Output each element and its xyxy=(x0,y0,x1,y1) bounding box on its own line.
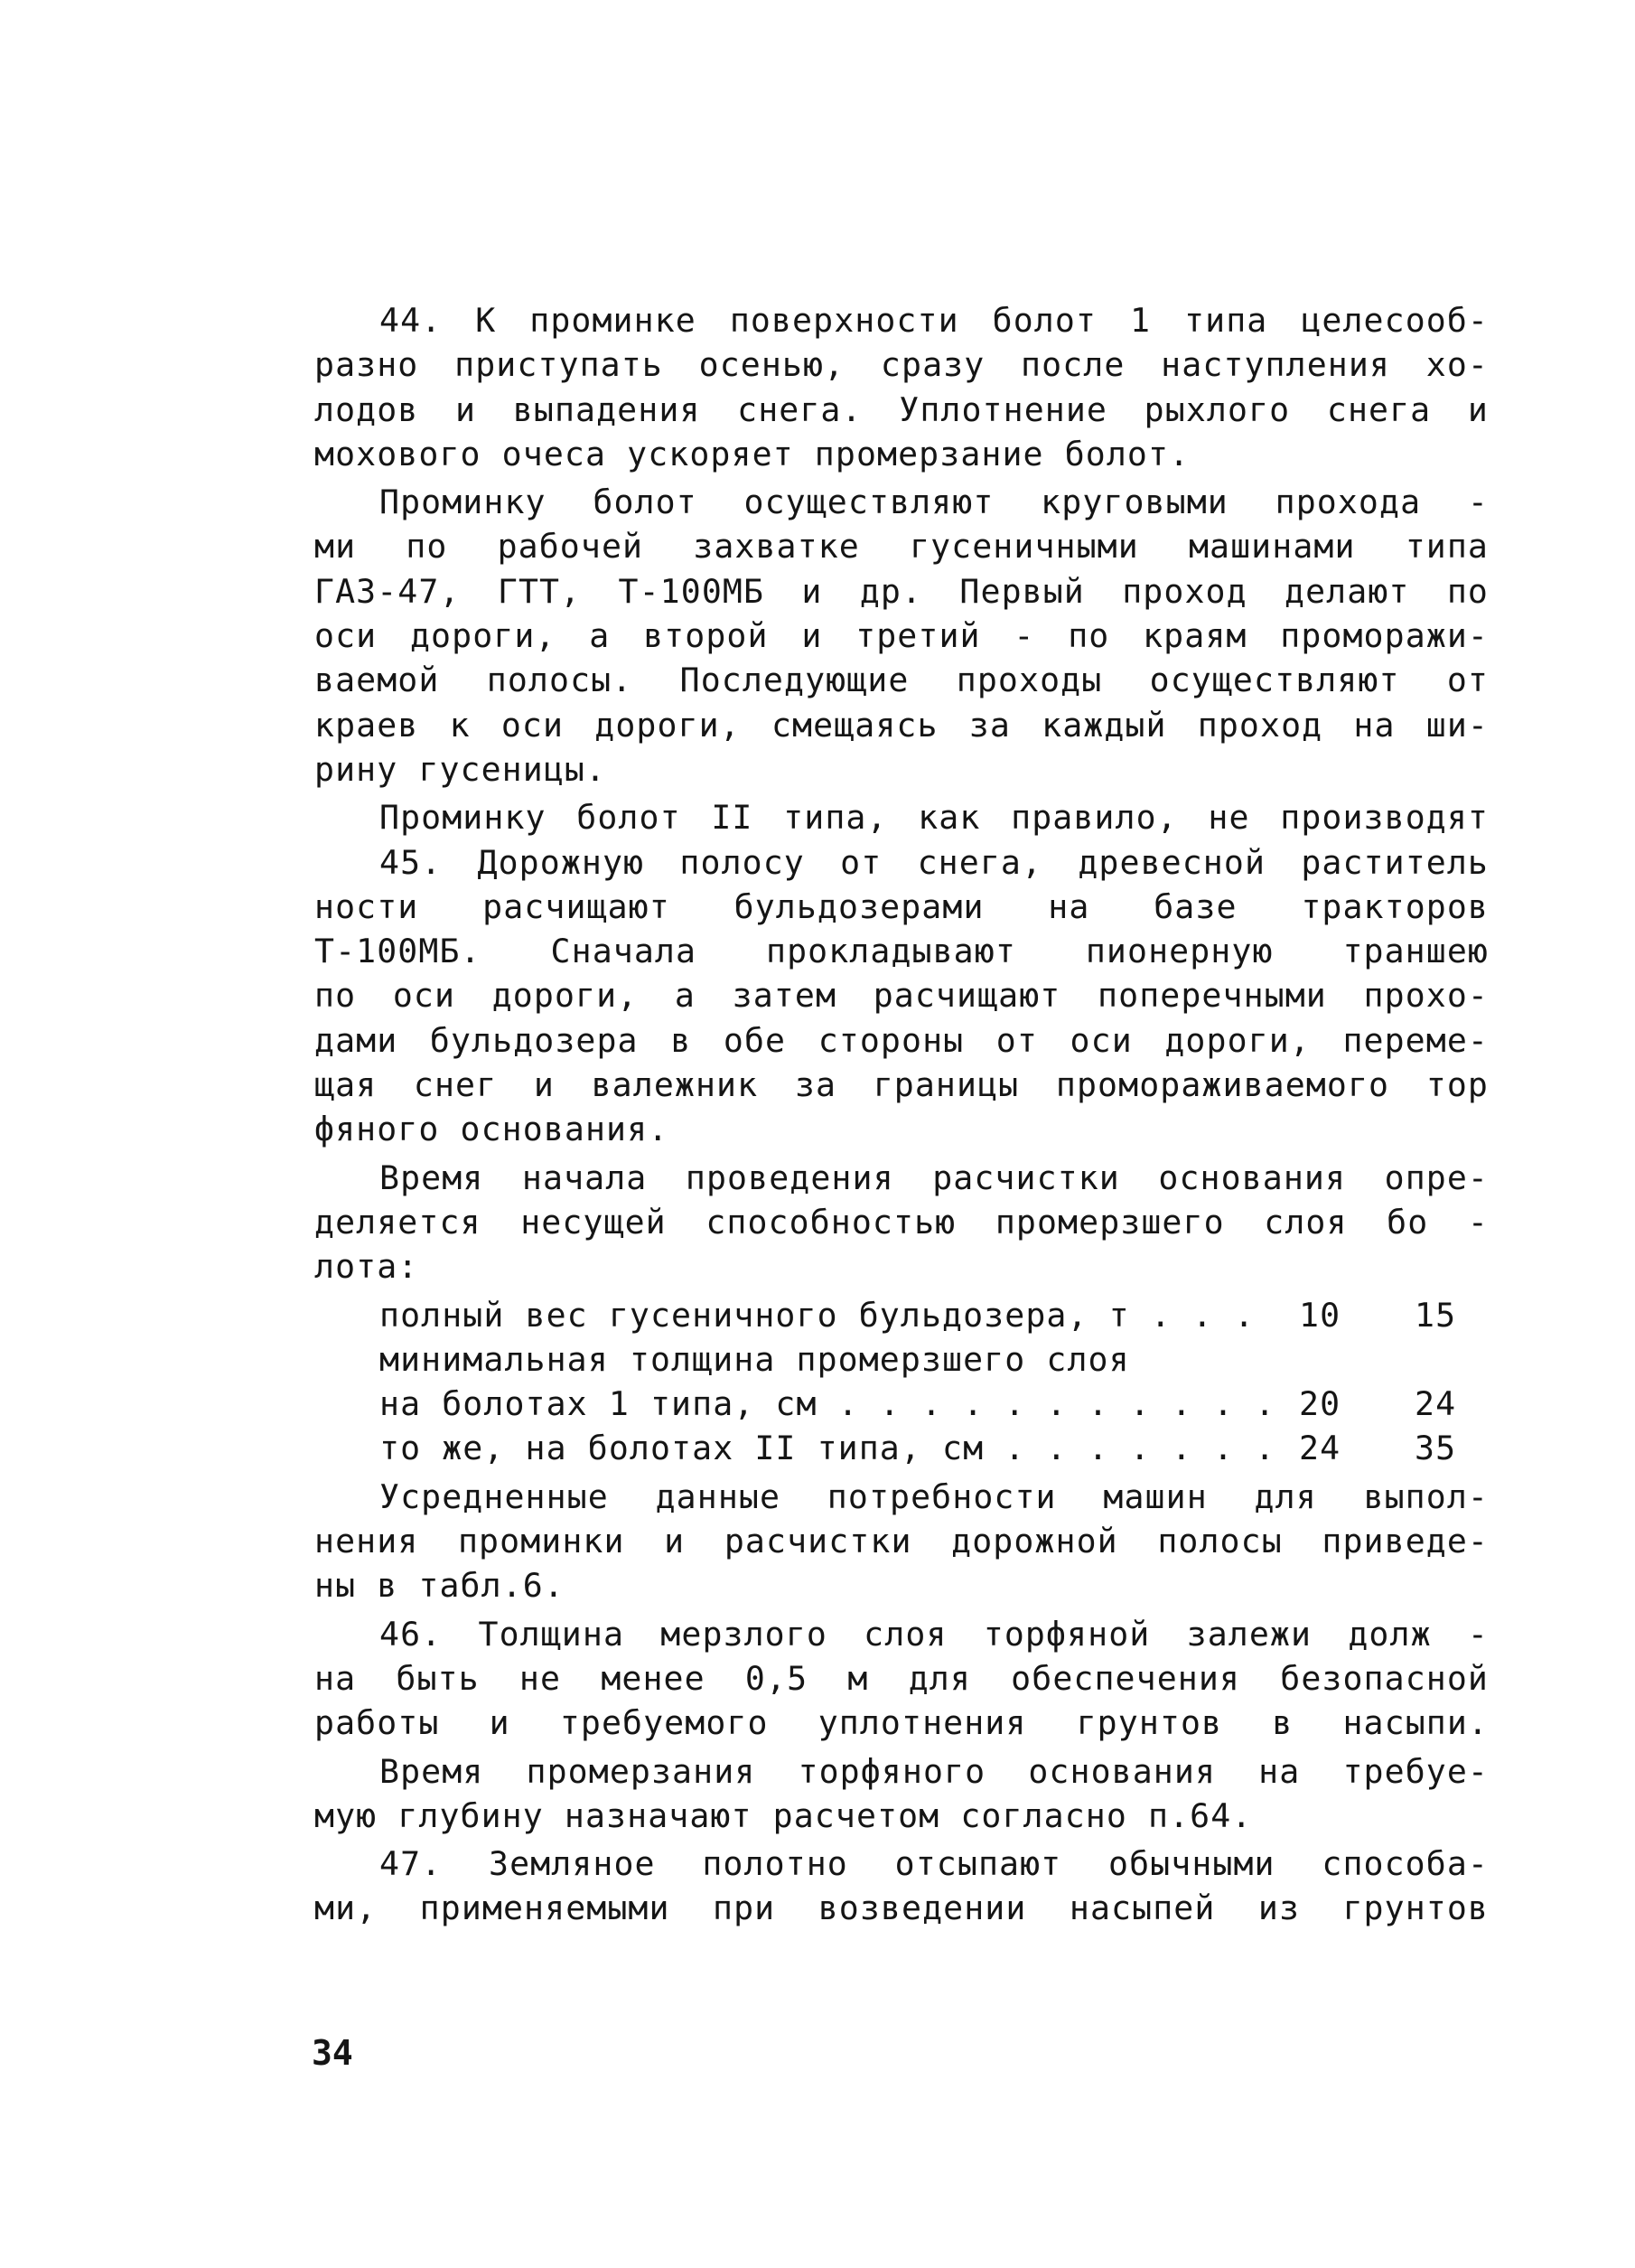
text-line: оси дороги, а второй и третий - по краям проморажи- xyxy=(314,616,1489,656)
paragraph-clearing-time xyxy=(314,1156,1489,1289)
table-row-label: полный вес гусеничного бульдозера, т . . . xyxy=(379,1295,1256,1335)
table-row xyxy=(314,1293,1489,1337)
text-line: лота: xyxy=(314,1247,419,1287)
table-value-col1: 10 xyxy=(1299,1295,1341,1335)
text-line: ГАЗ-47, ГТТ, Т-100МБ и др. Первый проход делают по xyxy=(314,571,1489,611)
text-line: 46. Толщина мерзлого слоя торфяной залежи долж - xyxy=(379,1614,1489,1654)
bulldozer-weight-table xyxy=(314,1293,1489,1471)
text-line: деляется несущей способностью промерзшего слоя бо - xyxy=(314,1202,1489,1242)
text-line: нения проминки и расчистки дорожной полосы приведе- xyxy=(314,1522,1489,1561)
paragraph-45 xyxy=(314,840,1489,1152)
table-row xyxy=(314,1426,1489,1470)
text-line: Проминку болот осуществляют круговыми прохода - xyxy=(379,483,1489,522)
text-line: Время промерзания торфяного основания на требуе- xyxy=(379,1751,1489,1791)
text-line: на быть не менее 0,5 м для обеспечения безопасной xyxy=(314,1658,1489,1698)
text-line: 45. Дорожную полосу от снега, древесной раститель xyxy=(379,842,1489,882)
table-value-col2: 15 xyxy=(1415,1295,1457,1335)
text-line: дами бульдозера в обе стороны от оси дороги, переме- xyxy=(314,1020,1489,1060)
table-row-label: то же, на болотах II типа, см . . . . . . . xyxy=(379,1429,1276,1468)
text-line: разно приступать осенью, сразу после наступления хо- xyxy=(314,345,1489,385)
text-line: лодов и выпадения снега. Уплотнение рыхлого снега и xyxy=(314,389,1489,429)
paragraph-44 xyxy=(314,298,1489,476)
text-line: мохового очеса ускоряет промерзание болот. xyxy=(314,434,1191,473)
text-line: Время начала проведения расчистки основания опре- xyxy=(379,1157,1489,1197)
text-line: Проминку болот II типа, как правило, не производят xyxy=(379,798,1489,838)
text-line: Усредненные данные потребности машин для выпол- xyxy=(379,1476,1489,1516)
text-line: Т-100МБ. Сначала прокладывают пионерную траншею xyxy=(314,932,1489,971)
text-line: ности расчищают бульдозерами на базе тракторов xyxy=(314,886,1489,926)
text-line: 47. Земляное полотно отсыпают обычными способа- xyxy=(379,1844,1489,1884)
text-line: по оси дороги, а затем расчищают поперечными прохо- xyxy=(314,976,1489,1016)
table-row xyxy=(314,1337,1489,1382)
text-line: фяного основания. xyxy=(314,1110,669,1149)
paragraph-freezing-time xyxy=(314,1749,1489,1839)
text-line: ми по рабочей захватке гусеничными машинами типа xyxy=(314,527,1489,567)
text-line: краев к оси дороги, смещаясь за каждый проход на ши- xyxy=(314,705,1489,745)
text-line: щая снег и валежник за границы промораживаемого тор xyxy=(314,1065,1489,1105)
body-text xyxy=(314,298,1489,1931)
text-line: ми, применяемыми при возведении насыпей из грунтов xyxy=(314,1888,1489,1928)
table-row-label: на болотах 1 типа, см . . . . . . . . . . . xyxy=(379,1384,1276,1424)
text-line: рину гусеницы. xyxy=(314,749,607,789)
table-row-label: минимальная толщина промерзшего слоя xyxy=(379,1339,1130,1379)
paragraph-46 xyxy=(314,1612,1489,1746)
table-value-col2: 24 xyxy=(1415,1384,1457,1424)
table-value-col1: 20 xyxy=(1299,1384,1341,1424)
table-value-col1: 24 xyxy=(1299,1429,1341,1468)
text-line: работы и требуемого уплотнения грунтов в насыпи. xyxy=(314,1703,1489,1743)
paragraph-machine-data xyxy=(314,1475,1489,1608)
table-row xyxy=(314,1382,1489,1426)
text-line: ны в табл.6. xyxy=(314,1566,565,1606)
paragraph-prominka xyxy=(314,480,1489,792)
paragraph-47 xyxy=(314,1842,1489,1931)
table-value-col2: 35 xyxy=(1415,1429,1457,1468)
text-line: ваемой полосы. Последующие проходы осуществляют от xyxy=(314,661,1489,700)
text-line: мую глубину назначают расчетом согласно п.64. xyxy=(314,1795,1253,1835)
paragraph-prominka-type-2 xyxy=(314,795,1489,839)
page-number: 34 xyxy=(312,2033,353,2073)
text-line: 44. К проминке поверхности болот 1 типа целесооб- xyxy=(379,301,1489,340)
